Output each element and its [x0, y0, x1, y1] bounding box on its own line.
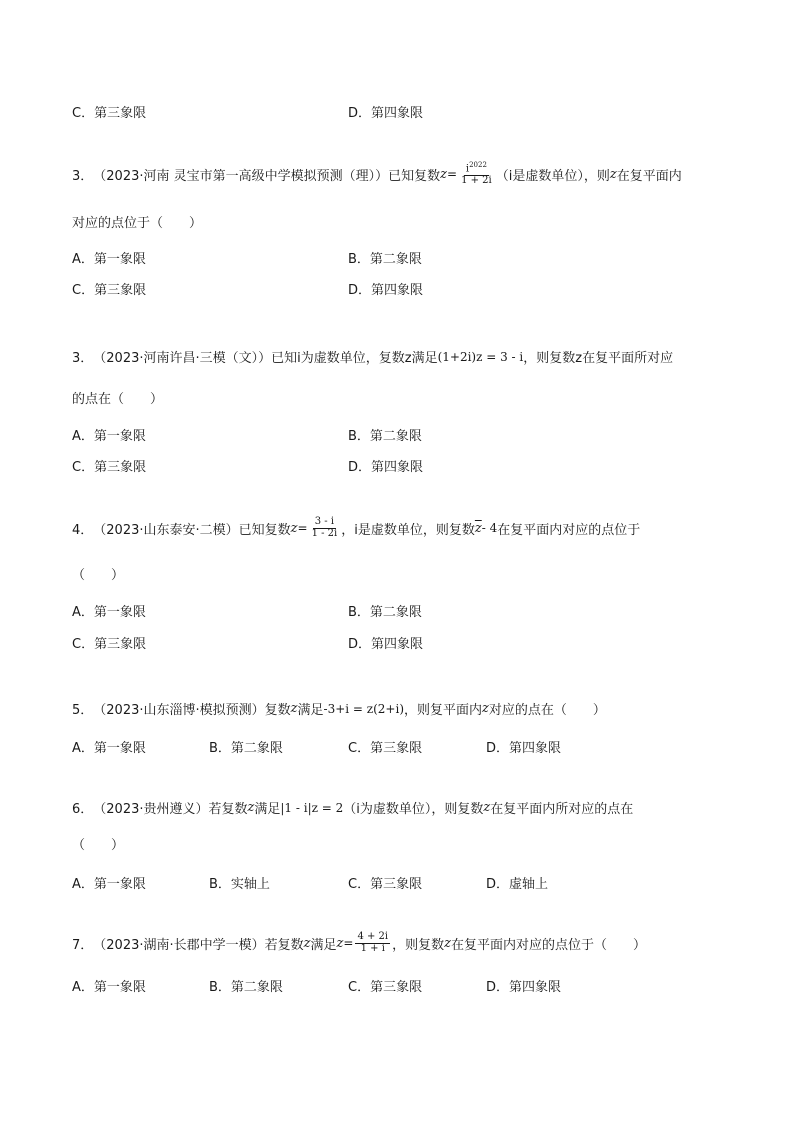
question-number: 3．	[72, 351, 94, 366]
option-a: A．第一象限	[72, 741, 146, 756]
option-a: A．第一象限	[72, 605, 146, 620]
option-b: B．第二象限	[348, 429, 422, 444]
option-b: B．第二象限	[209, 980, 283, 995]
option-a: A．第一象限	[72, 877, 146, 892]
option-d: D．第四象限	[348, 106, 424, 121]
option-d: D．第四象限	[348, 460, 424, 475]
option-c: C．第三象限	[72, 106, 147, 121]
question-source: （2023·山东淄博·模拟预测）	[93, 703, 265, 718]
question-number: 3．	[72, 168, 94, 184]
option-a: A．第一象限	[72, 252, 146, 267]
question-5-line1: 5． （2023·山东淄博·模拟预测） 复数 z 满足 -3+i = z(2+i) ，则复平面内 z 对应的点在（ ）	[72, 701, 606, 718]
question-3b-line1: 3． （2023·河南许昌·三模（文）） 已知i为虚数单位，复数z满足 (1+2i)z = 3 - i ，则复数z在复平面所对应	[72, 347, 673, 366]
expression: |1 - i|z = 2	[280, 800, 344, 815]
question-6-line1: 6． （2023·贵州遵义） 若复数 z 满足 |1 - i|z = 2 （i为虚数单位），则复数 z 在复平面内所对应的点在	[72, 800, 634, 817]
question-number: 7．	[72, 937, 94, 953]
option-d: D．第四象限	[486, 741, 562, 756]
question-3a-line2: 对应的点位于（ ）	[72, 216, 203, 231]
option-d: D．第四象限	[348, 637, 424, 652]
expression: -3+i = z(2+i)	[323, 701, 405, 716]
fraction: $\frac{3 - i}{1 - 2i}$	[311, 516, 338, 539]
option-c: C．第三象限	[72, 460, 147, 475]
question-source: （2023·湖南·长郡中学一模）	[93, 937, 265, 953]
option-b: B．第二象限	[348, 252, 422, 267]
option-c: C．第三象限	[72, 283, 147, 298]
option-c: C．第三象限	[348, 980, 423, 995]
fraction: $\frac{4 + 2i}{1 + i}$	[357, 931, 389, 954]
option-d: D．虚轴上	[486, 877, 549, 892]
question-6-line2: （ ）	[72, 838, 125, 853]
fraction: $\frac{i^{2022}}{1 + 2i}$	[461, 161, 492, 186]
question-7-line1: 7． （2023·湖南·长郡中学一模） 若复数 z 满足 z = $\frac{4 + 2i}{1 + i}$ ，则复数 z 在复平面内对应的点位于（ ）	[72, 931, 647, 954]
option-c: C．第三象限	[348, 877, 423, 892]
expression: (1+2i)z = 3 - i	[437, 349, 524, 364]
question-3b-line2: 的点在（ ）	[72, 392, 164, 407]
question-4-line2: （ ）	[72, 568, 125, 583]
question-number: 6．	[72, 802, 94, 817]
option-c: C．第三象限	[348, 741, 423, 756]
option-a: A．第一象限	[72, 980, 146, 995]
question-3a-line1: 3． （2023·河南 灵宝市第一高级中学模拟预测（理）） 已知复数 z = $\frac{i^{2022}}{1 + 2i}$ （i是虚数单位），则 z 在复平面内	[72, 161, 682, 186]
question-number: 5．	[72, 703, 94, 718]
option-b: B．第二象限	[348, 605, 422, 620]
option-d: D．第四象限	[348, 283, 424, 298]
question-4-line1: 4． （2023·山东泰安·二模） 已知复数 z = $\frac{3 - i}{1 - 2i}$ ，i是虚数单位，则复数 $\overline{z}$ - 4 在复平面内对应的点位于	[72, 516, 641, 539]
option-b: B．第二象限	[209, 741, 283, 756]
option-d: D．第四象限	[486, 980, 562, 995]
question-number: 4．	[72, 522, 94, 538]
option-a: A．第一象限	[72, 429, 146, 444]
option-b: B．实轴上	[209, 877, 270, 892]
question-source: （2023·贵州遵义）	[93, 802, 209, 817]
question-source: （2023·河南 灵宝市第一高级中学模拟预测（理））	[93, 168, 389, 184]
option-c: C．第三象限	[72, 637, 147, 652]
question-source: （2023·河南许昌·三模（文））	[93, 351, 272, 366]
question-source: （2023·山东泰安·二模）	[93, 522, 239, 538]
